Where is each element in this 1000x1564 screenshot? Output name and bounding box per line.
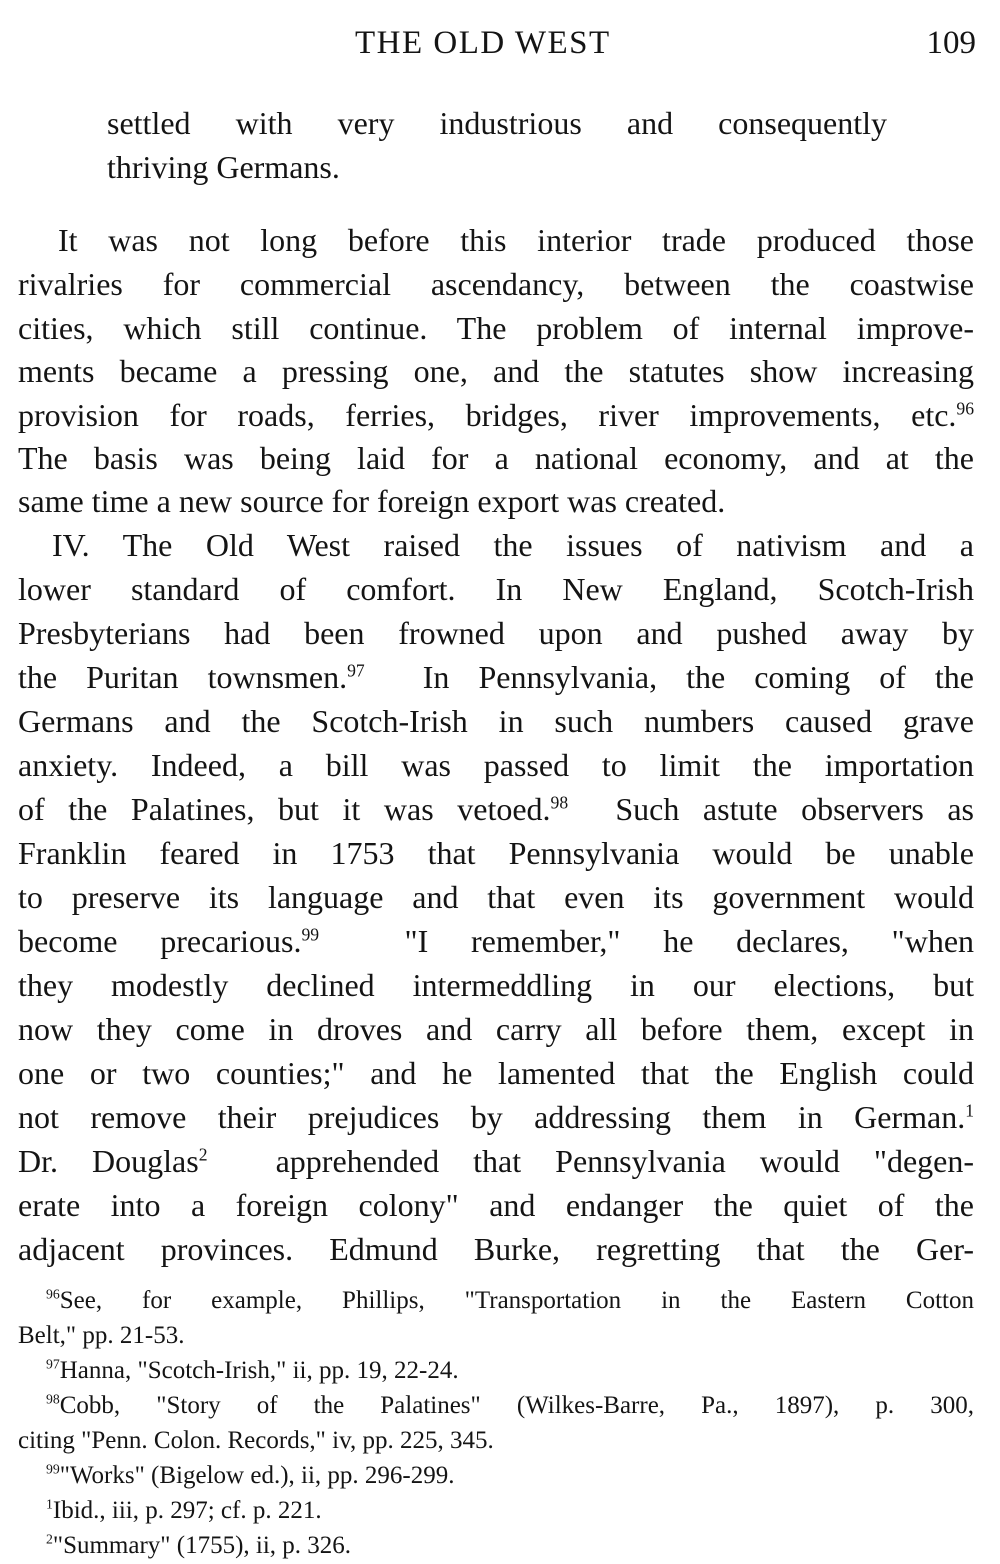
footnote xyxy=(46,1528,974,1564)
body-line: The basis was being laid for a national economy, and at the xyxy=(18,440,974,476)
body-text: Such astute observers as xyxy=(615,791,975,827)
footnote xyxy=(46,1458,974,1494)
footnote-ref[interactable]: 98 xyxy=(550,792,569,813)
body-text: In Pennsylvania, the coming of the xyxy=(422,659,975,695)
footnote-marker: 96 xyxy=(46,1286,60,1302)
running-head: THE OLD WEST xyxy=(355,25,611,61)
footnote-marker: 98 xyxy=(46,1391,60,1407)
body-line: ments became a pressing one, and the statutes show increasing xyxy=(18,353,974,389)
footnote-text: See, for example, Phillips, "Transportation in the Eastern Cotton xyxy=(59,1287,974,1314)
body-line: one or two counties;" and he lamented that the English could xyxy=(18,1055,974,1091)
body-line xyxy=(18,919,974,963)
footnote-ref[interactable]: 97 xyxy=(347,660,365,681)
body-text: become precarious. xyxy=(18,923,302,959)
body-line: anxiety. Indeed, a bill was passed to limit the importation xyxy=(18,747,974,783)
footnote-text: Hanna, "Scotch-Irish," ii, pp. 19, 22-24. xyxy=(59,1357,459,1384)
footnote-marker: 97 xyxy=(46,1356,60,1372)
footnote-text: "Summary" (1755), ii, p. 326. xyxy=(52,1532,352,1559)
footnote-text: "Works" (Bigelow ed.), ii, pp. 296-299. xyxy=(59,1462,455,1489)
footnote-marker: 2 xyxy=(46,1531,53,1547)
footnote xyxy=(46,1353,974,1389)
body-line: cities, which still continue. The problem of internal improve- xyxy=(18,310,974,346)
body-line xyxy=(18,787,974,831)
body-line: rivalries for commercial ascendancy, between the coastwise xyxy=(18,266,974,302)
body-line: Franklin feared in 1753 that Pennsylvania would be unable xyxy=(18,835,974,871)
body-text: of the Palatines, but it was vetoed. xyxy=(18,791,551,827)
body-line: Presbyterians had been frowned upon and pushed away by xyxy=(18,615,974,651)
body-text: provision for roads, ferries, bridges, river improvements, etc. xyxy=(18,397,957,433)
body-text: not remove their prejudices by addressing them in German. xyxy=(18,1099,966,1135)
quote-line: settled with very industrious and consequently xyxy=(107,105,887,141)
body-line: erate into a foreign colony" and endanger the quiet of the xyxy=(18,1187,974,1223)
footnote-text: Belt," pp. 21-53. xyxy=(18,1322,185,1349)
body-line xyxy=(18,655,974,699)
body-line: they modestly declined intermeddling in our elections, but xyxy=(18,967,974,1003)
footnote-text: citing "Penn. Colon. Records," iv, pp. 225, 345. xyxy=(18,1427,494,1454)
footnote-ref[interactable]: 1 xyxy=(965,1100,974,1121)
page-number: 109 xyxy=(926,25,976,61)
body-text: the Puritan townsmen. xyxy=(18,659,348,695)
footnote-marker: 1 xyxy=(46,1496,53,1512)
body-line: lower standard of comfort. In New England, Scotch-Irish xyxy=(18,571,974,607)
footnote-ref[interactable]: 96 xyxy=(956,398,974,419)
body-line xyxy=(18,393,974,437)
footnote xyxy=(18,1423,974,1459)
body-line xyxy=(18,1139,974,1183)
body-line: Germans and the Scotch-Irish in such numbers caused grave xyxy=(18,703,974,739)
body-line: to preserve its language and that even its government would xyxy=(18,879,974,915)
body-line: now they come in droves and carry all before them, except in xyxy=(18,1011,974,1047)
body-line: It was not long before this interior trade produced those xyxy=(58,222,974,258)
footnote xyxy=(46,1388,974,1424)
footnote xyxy=(18,1318,974,1354)
body-line: IV. The Old West raised the issues of nativism and a xyxy=(52,527,974,563)
footnote-ref[interactable]: 99 xyxy=(301,924,320,945)
footnote xyxy=(46,1283,974,1319)
body-text: Dr. Douglas xyxy=(18,1143,199,1179)
body-text: "I remember," he declares, "when xyxy=(404,923,975,959)
body-line: adjacent provinces. Edmund Burke, regretting that the Ger- xyxy=(18,1231,974,1267)
footnote-marker: 99 xyxy=(46,1461,60,1477)
footnote-text: Cobb, "Story of the Palatines" (Wilkes-Barre, Pa., 1897), p. 300, xyxy=(59,1392,974,1419)
footnote-text: Ibid., iii, p. 297; cf. p. 221. xyxy=(52,1497,322,1524)
body-text: apprehended that Pennsylvania would "degen- xyxy=(275,1143,974,1179)
body-line xyxy=(18,1095,974,1139)
page-header xyxy=(0,18,1000,68)
footnote xyxy=(46,1493,974,1529)
footnote-ref[interactable]: 2 xyxy=(198,1144,208,1165)
body-line: same time a new source for foreign export was created. xyxy=(18,483,726,519)
quote-line: thriving Germans. xyxy=(107,149,340,185)
